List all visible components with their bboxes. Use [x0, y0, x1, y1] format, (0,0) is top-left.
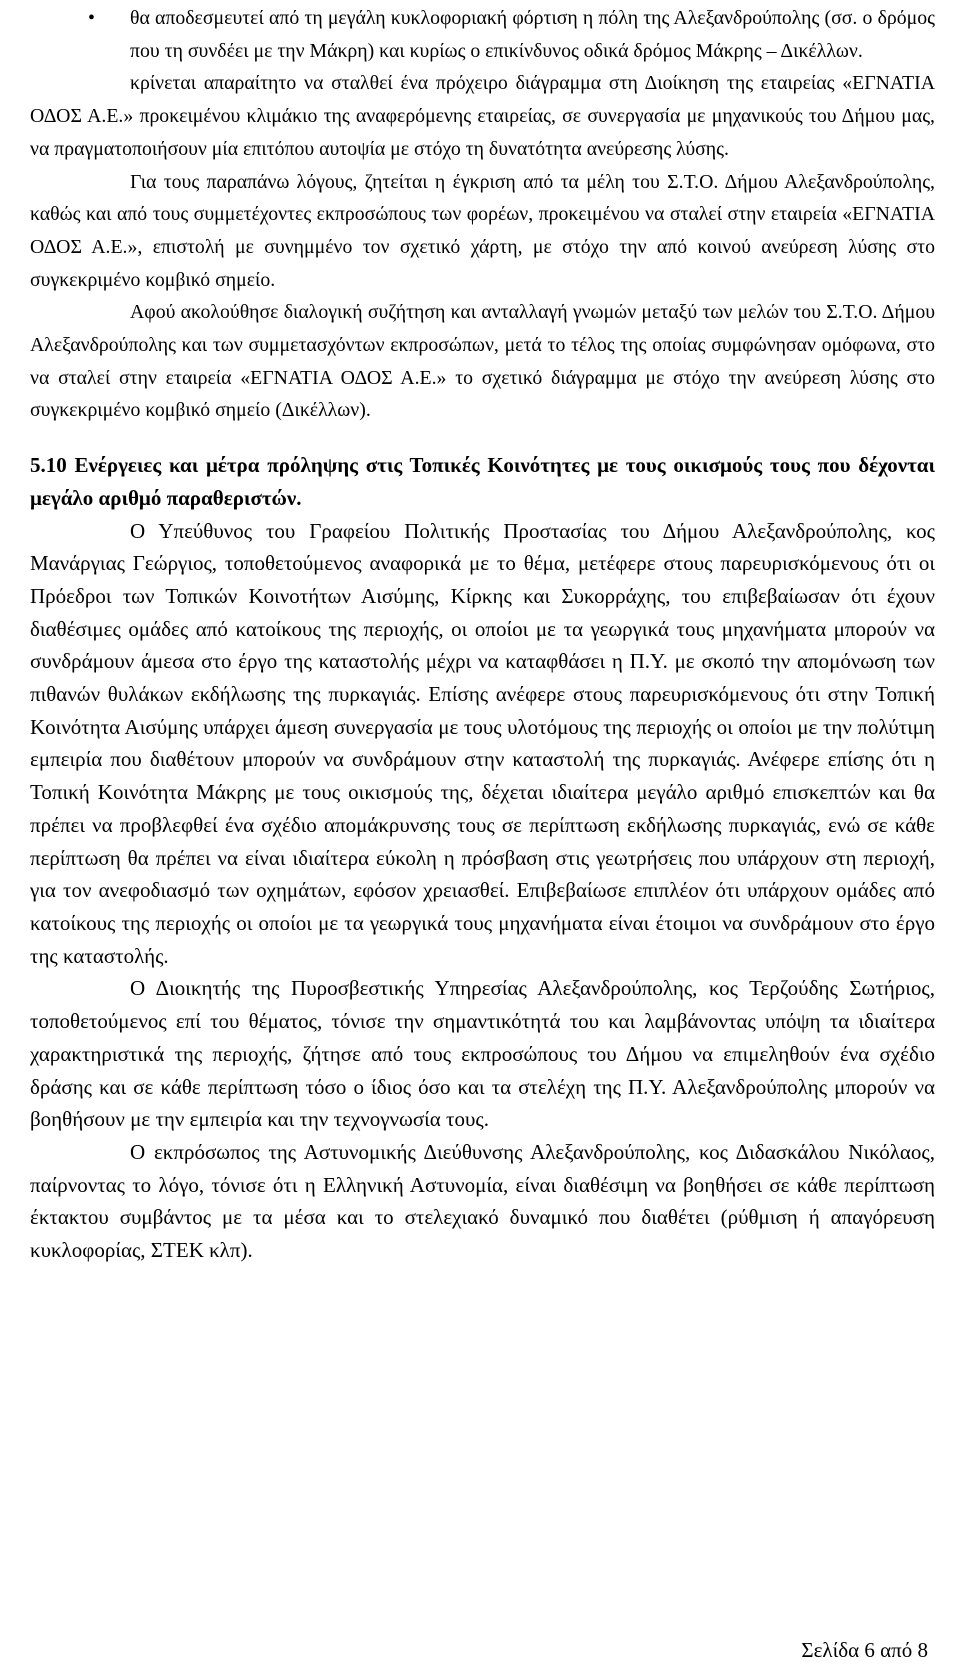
paragraph-decision: Αφού ακολούθησε διαλογική συζήτηση και ανταλλαγή γνωμών μεταξύ των μελών του Σ.Τ.Ο. Δήμου Αλεξανδρούπολης και των συμμετασχόντων εκπροσώπων, μετά το τέλος της οποίας συμφώνησαν ομόφωνα, στο να σταλεί στην εταιρεία «ΕΓΝΑΤΙΑ ΟΔΟΣ Α.Ε.» το σχετικό διάγραμμα με στόχο την ανεύρεση λύσης στο συγκεκριμένο κομβικό σημείο (Δικέλλων). [30, 301, 935, 422]
bullet-item [30, 2, 935, 67]
section-heading: 5.10 Ενέργειες και μέτρα πρόληψης στις Τοπικές Κοινότητες με τους οικισμούς τους που δέχονται μεγάλο αριθμό παραθεριστών. [30, 453, 935, 510]
paragraph-diagram-request: κρίνεται απαραίτητο να σταλθεί ένα πρόχειρο διάγραμμα στη Διοίκηση της εταιρείας «ΕΓΝΑΤΙΑ ΟΔΟΣ Α.Ε.» προκειμένου κλιμάκιο της αναφερόμενης εταιρείας, σε συνεργασία με μηχανικούς του Δήμου μας, να πραγματοποιήσουν μία επιτόπου αυτοψία με στόχο τη δυνατότητα ανεύρεσης λύσης. [30, 72, 935, 160]
paragraph-approval: Για τους παραπάνω λόγους, ζητείται η έγκριση από τα μέλη του Σ.Τ.Ο. Δήμου Αλεξανδρούπολης, καθώς και από τους συμμετέχοντες εκπροσώπους των φορέων, προκειμένου να σταλεί στην εταιρεία «ΕΓΝΑΤΙΑ ΟΔΟΣ Α.Ε.», επιστολή με συνημμένο τον σχετικό χάρτη, με στόχο την από κοινού ανεύρεση λύσης στο συγκεκριμένο κομβικό σημείο. [30, 170, 935, 291]
document-page [30, 0, 935, 1267]
bullet-text: θα αποδεσμευτεί από τη μεγάλη κυκλοφοριακή φόρτιση η πόλη της Αλεξανδρούπολης (σσ. ο δρόμος που τη συνδέει με την Μάκρη) και κυρίως ο επικίνδυνος οδικά δρόμος Μάκρης – Δικέλλων. [130, 7, 935, 62]
paragraph-police: Ο εκπρόσωπος της Αστυνομικής Διεύθυνσης Αλεξανδρούπολης, κος Διδασκάλου Νικόλαος, παίρνοντας το λόγο, τόνισε ότι η Ελληνική Αστυνομία, είναι διαθέσιμη να βοηθήσει σε κάθε περίπτωση έκτακτου συμβάντος με τα μέσα και το στελεχιακό δυναμικό που διαθέτει (ρύθμιση ή απαγόρευση κυκλοφορίας, ΣΤΕΚ κλπ). [30, 1139, 935, 1263]
paragraph-fire-service: Ο Διοικητής της Πυροσβεστικής Υπηρεσίας Αλεξανδρούπολης, κος Τερζούδης Σωτήριος, τοποθετούμενος επί του θέματος, τόνισε την σημαντικότητά του και λαμβάνοντας υπόψη τα ιδιαίτερα χαρακτηριστικά της περιοχής, ζήτησε από τους εκπροσώπους του Δήμου να επιμεληθούν ένα σχέδιο δράσης και σε κάθε περίπτωση τόσο ο ίδιος όσο και τα στελέχη της Π.Υ. Αλεξανδρούπολης μπορούν να βοηθήσουν με την εμπειρία και την τεχνογνωσία τους. [30, 976, 935, 1132]
page-number-footer: Σελίδα 6 από 8 [801, 1638, 928, 1662]
bullet-marker: • [88, 7, 95, 29]
paragraph-civil-protection: Ο Υπεύθυνος του Γραφείου Πολιτικής Προστασίας του Δήμου Αλεξανδρούπολης, κος Μανάργιας Γεώργιος, τοποθετούμενος αναφορικά με το θέμα, μετέφερε στους παρευρισκόμενους ότι οι Πρόεδροι των Τοπικών Κοινοτήτων Αισύμης, Κίρκης και Συκορράχης, του επιβεβαίωσαν ότι έχουν διαθέσιμες ομάδες από κατοίκους της περιοχής, οι οποίοι με τα γεωργικά τους μηχανήματα μπορούν να συνδράμουν άμεσα στο έργο της καταστολής μέχρι να καταφθάσει η Π.Υ. με σκοπό την απομόνωση των πιθανών θυλάκων εκδήλωσης της πυρκαγιάς. Επίσης ανέφερε στους παρευρισκόμενους ότι στην Τοπική Κοινότητα Αισύμης υπάρχει άμεση συνεργασία με τους υλοτόμους της περιοχής οι οποίοι με την πολύτιμη εμπειρία που διαθέτουν μπορούν να συνδράμουν στην καταστολή της πυρκαγιάς. Ανέφερε επίσης ότι η Τοπική Κοινότητα Μάκρης με τους οικισμούς της, δέχεται ιδιαίτερα μεγάλο αριθμό επισκεπτών και θα πρέπει να προβλεφθεί ένα σχέδιο απομάκρυνσης τους σε περίπτωση εκδήλωσης πυρκαγιάς, ενώ σε κάθε περίπτωση θα πρέπει να είναι ιδιαίτερα εύκολη η πρόσβαση στις γεωτρήσεις που υπάρχουν στη περιοχή, για τον ανεφοδιασμό των οχημάτων, εφόσον χρειασθεί. Επιβεβαίωσε επιπλέον ότι υπάρχουν ομάδες από κατοίκους της περιοχής οι οποίοι με τα γεωργικά τους μηχανήματα είναι έτοιμοι να συνδράμουν στο έργο της καταστολής. [30, 518, 935, 968]
